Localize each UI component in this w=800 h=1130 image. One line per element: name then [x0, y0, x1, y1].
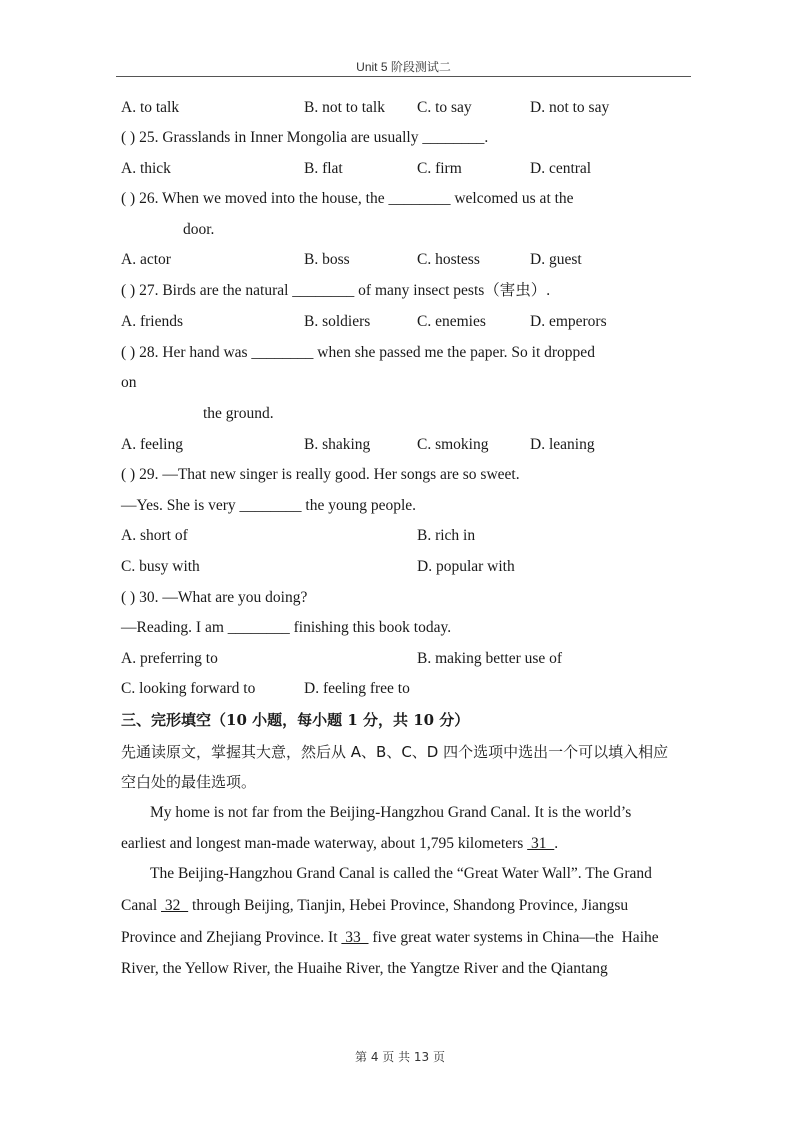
q25-option-d: D. central — [530, 160, 592, 177]
q28-option-c: C. smoking — [417, 436, 489, 453]
q26-options — [121, 248, 686, 272]
q30-option-c: C. looking forward to — [121, 680, 256, 697]
section3-instruction-line1: 先通读原文，掌握其大意，然后从 A、B、C、D 四个选项中选出一个可以填入相应 — [121, 743, 669, 761]
header-divider — [116, 76, 691, 77]
blank-31: 31 — [527, 835, 555, 852]
page-footer: 第 4 页 共 13 页 — [355, 1050, 445, 1064]
q24-option-b: B. not to talk — [304, 99, 385, 116]
q24-option-d: D. not to say — [530, 99, 610, 116]
q28-option-a: A. feeling — [121, 436, 183, 453]
q28-stem-line3: the ground. — [203, 405, 274, 422]
q26-option-d: D. guest — [530, 251, 582, 268]
q27-option-a: A. friends — [121, 313, 183, 330]
q30-options-row1 — [121, 647, 686, 671]
q29-stem: ( ) 29. —That new singer is really good. Her songs are so sweet. — [121, 466, 520, 483]
q27-option-c: C. enemies — [417, 313, 486, 330]
q27-option-b: B. soldiers — [304, 313, 371, 330]
q28-stem-line1: ( ) 28. Her hand was ________ when she passed me the paper. So it dropped — [121, 344, 595, 361]
passage-text: . — [554, 835, 559, 852]
q30-reply: —Reading. I am ________ finishing this book today. — [121, 619, 452, 636]
q29-option-b: B. rich in — [417, 527, 476, 544]
passage-p1-line2 — [121, 832, 558, 856]
q28-stem-line2: on — [121, 374, 137, 391]
q30-option-d: D. feeling free to — [304, 680, 410, 697]
q24-options — [121, 96, 686, 120]
q27-option-d: D. emperors — [530, 313, 607, 330]
q27-options — [121, 310, 686, 334]
blank-32: 32 — [161, 897, 189, 914]
q30-option-a: A. preferring to — [121, 650, 218, 667]
passage-text: Canal — [121, 897, 162, 914]
q26-stem-line1: ( ) 26. When we moved into the house, the ________ welcomed us at the — [121, 190, 574, 207]
q30-options-row2 — [121, 677, 686, 701]
passage-p1-line1: My home is not far from the Beijing-Hangzhou Grand Canal. It is the world’s — [150, 804, 632, 821]
passage-p2-line2 — [121, 894, 628, 918]
q29-options-row2 — [121, 555, 686, 579]
passage-p2-line3 — [121, 926, 659, 950]
q29-reply: —Yes. She is very ________ the young people. — [121, 497, 417, 514]
q29-options-row1 — [121, 524, 686, 548]
q28-option-b: B. shaking — [304, 436, 371, 453]
q26-option-c: C. hostess — [417, 251, 480, 268]
passage-text: earliest and longest man-made waterway, about 1,795 kilometers — [121, 835, 528, 852]
q28-options — [121, 433, 686, 457]
q26-stem-line2: door. — [183, 221, 215, 238]
q25-option-c: C. firm — [417, 160, 462, 177]
passage-text: five great water systems in China—the Haihe — [368, 929, 659, 946]
section3-heading: 三、完形填空（10 小题，每小题 1 分，共 10 分） — [121, 711, 470, 729]
page-header: Unit 5 阶段测试二 — [356, 60, 451, 74]
q29-option-a: A. short of — [121, 527, 188, 544]
q25-stem: ( ) 25. Grasslands in Inner Mongolia are usually ________. — [121, 129, 489, 146]
q26-option-a: A. actor — [121, 251, 171, 268]
q25-options — [121, 157, 686, 181]
q30-option-b: B. making better use of — [417, 650, 563, 667]
q30-stem: ( ) 30. —What are you doing? — [121, 589, 308, 606]
passage-p2-line1: The Beijing-Hangzhou Grand Canal is called the “Great Water Wall”. The Grand — [150, 865, 652, 882]
section3-instruction-line2: 空白处的最佳选项。 — [121, 773, 257, 791]
q24-option-a: A. to talk — [121, 99, 180, 116]
blank-33: 33 — [341, 929, 369, 946]
q27-stem: ( ) 27. Birds are the natural ________ of many insect pests（害虫）. — [121, 282, 551, 299]
q29-option-c: C. busy with — [121, 558, 200, 575]
q24-option-c: C. to say — [417, 99, 472, 116]
passage-p2-line4: River, the Yellow River, the Huaihe River, the Yangtze River and the Qiantang — [121, 960, 608, 977]
q25-option-a: A. thick — [121, 160, 171, 177]
q25-option-b: B. flat — [304, 160, 343, 177]
passage-text: Province and Zhejiang Province. It — [121, 929, 342, 946]
q29-option-d: D. popular with — [417, 558, 515, 575]
q28-option-d: D. leaning — [530, 436, 595, 453]
q26-option-b: B. boss — [304, 251, 350, 268]
passage-text: through Beijing, Tianjin, Hebei Province, Shandong Province, Jiangsu — [188, 897, 629, 914]
